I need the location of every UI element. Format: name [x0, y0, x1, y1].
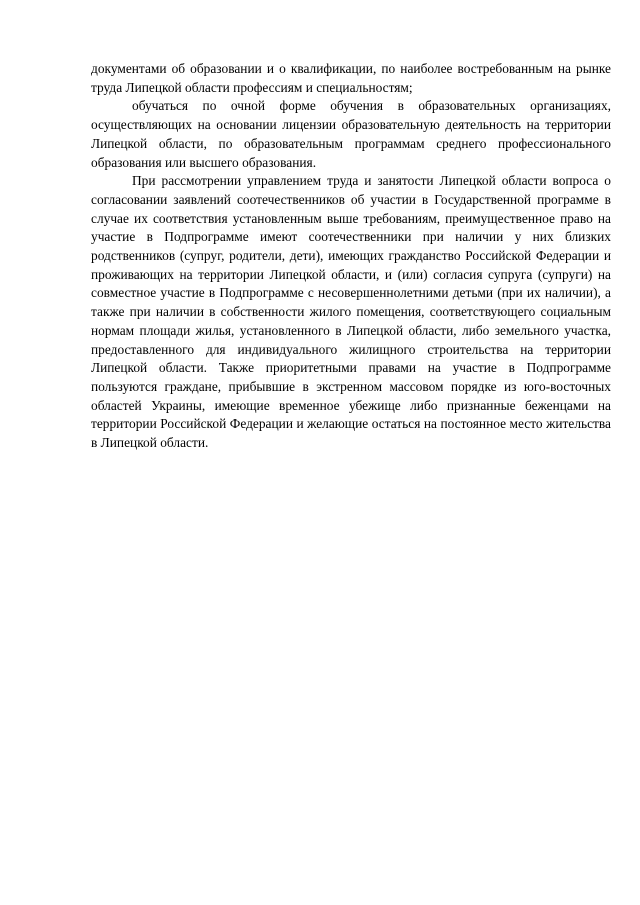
paragraph-priority-right: При рассмотрении управлением труда и занятости Липецкой области вопроса о согласовании заявлений соотечественников об участии в Государственной программе в случае их соответствия установленным выше требованиям, преимущественное право на участие в Подпрограмме имеют соотечественники при наличии у них близких родственников (супруг, родители, дети), имеющих гражданство Российской Федерации и проживающих на территории Липецкой области, и (или) согласия супруга (супруги) на совместное участие в Подпрограмме с несовершеннолетними детьми (при их наличии), а также при наличии в собственности жилого помещения, соответствующего социальным нормам площади жилья, установленного в Липецкой области, либо земельного участка, предоставленного для индивидуального жилищного строительства на территории Липецкой области. Также приоритетными правами на участие в Подпрограмме пользуются граждане, прибывшие в экстренном массовом порядке из юго-восточных областей Украины, имеющие временное убежище либо признанные беженцами на территории Российской Федерации и желающие остаться на постоянное место жительства в Липецкой области.: [91, 173, 611, 451]
paragraph-continuation: документами об образовании и о квалификации, по наиболее востребованным на рынке труда Липецкой области профессиям и специальностям;: [91, 61, 611, 95]
document-body: [91, 60, 611, 453]
paragraph-study-full-time: обучаться по очной форме обучения в образовательных организациях, осуществляющих на основании лицензии образовательную деятельность на территории Липецкой области, по образовательным программам среднего профессионального образования или высшего образования.: [91, 98, 611, 170]
